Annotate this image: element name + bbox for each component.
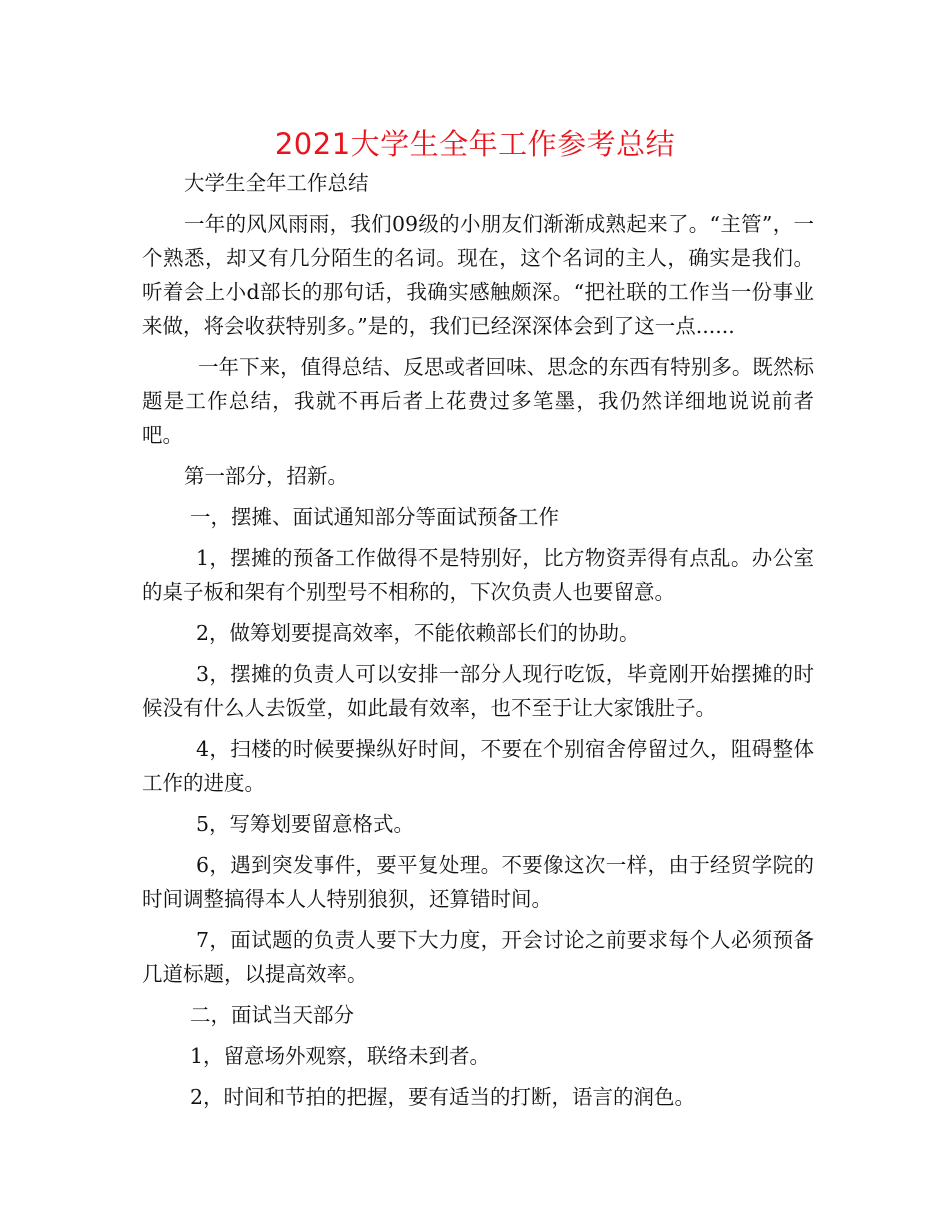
list-item: 6，遇到突发事件，要平复处理。不要像这次一样，由于经贸学院的时间调整搞得本人人特别狼狈，还算错时间。: [142, 853, 814, 911]
list-item: 1，留意场外观察，联络未到者。: [190, 1044, 491, 1068]
list-item: 3，摆摊的负责人可以安排一部分人现行吃饭，毕竟刚开始摆摊的时候没有什么人去饭堂，如此最有效率，也不至于让大家饿肚子。: [142, 662, 814, 720]
section-heading: 第一部分，招新。: [184, 464, 348, 488]
list-item: 2，做筹划要提高效率，不能依赖部长们的协助。: [196, 621, 640, 645]
list-item: 7，面试题的负责人要下大力度，开会讨论之前要求每个人必须预备几道标题，以提高效率。: [142, 928, 814, 986]
list-item: 5，写筹划要留意格式。: [196, 812, 415, 836]
subsection-heading: 一，摆摊、面试通知部分等面试预备工作: [190, 505, 559, 529]
subsection-heading: 二，面试当天部分: [190, 1003, 354, 1027]
paragraph: 一年下来，值得总结、反思或者回味、思念的东西有特别多。既然标题是工作总结，我就不再后者上花费过多笔墨，我仍然详细地说说前者吧。: [142, 355, 814, 447]
paragraph: 一年的风风雨雨，我们09级的小朋友们渐渐成熟起来了。“主管”，一个熟悉，却又有几分陌生的名词。现在，这个名词的主人，确实是我们。听着会上小d部长的那句话，我确实感触颇深。“把社联的工作当一份事业来做，将会收获特别多。”是的，我们已经深深体会到了这一点......: [142, 212, 814, 338]
document-title: 2021大学生全年工作参考总结: [274, 127, 676, 161]
paragraph-subtitle: 大学生全年工作总结: [184, 171, 369, 195]
list-item: 4，扫楼的时候要操纵好时间，不要在个别宿舍停留过久，阻碍整体工作的进度。: [142, 737, 814, 795]
list-item: 2，时间和节拍的把握，要有适当的打断，语言的润色。: [190, 1085, 696, 1109]
list-item: 1，摆摊的预备工作做得不是特别好，比方物资弄得有点乱。办公室的桌子板和架有个别型号不相称的，下次负责人也要留意。: [142, 546, 814, 604]
document-body: [142, 166, 814, 1114]
